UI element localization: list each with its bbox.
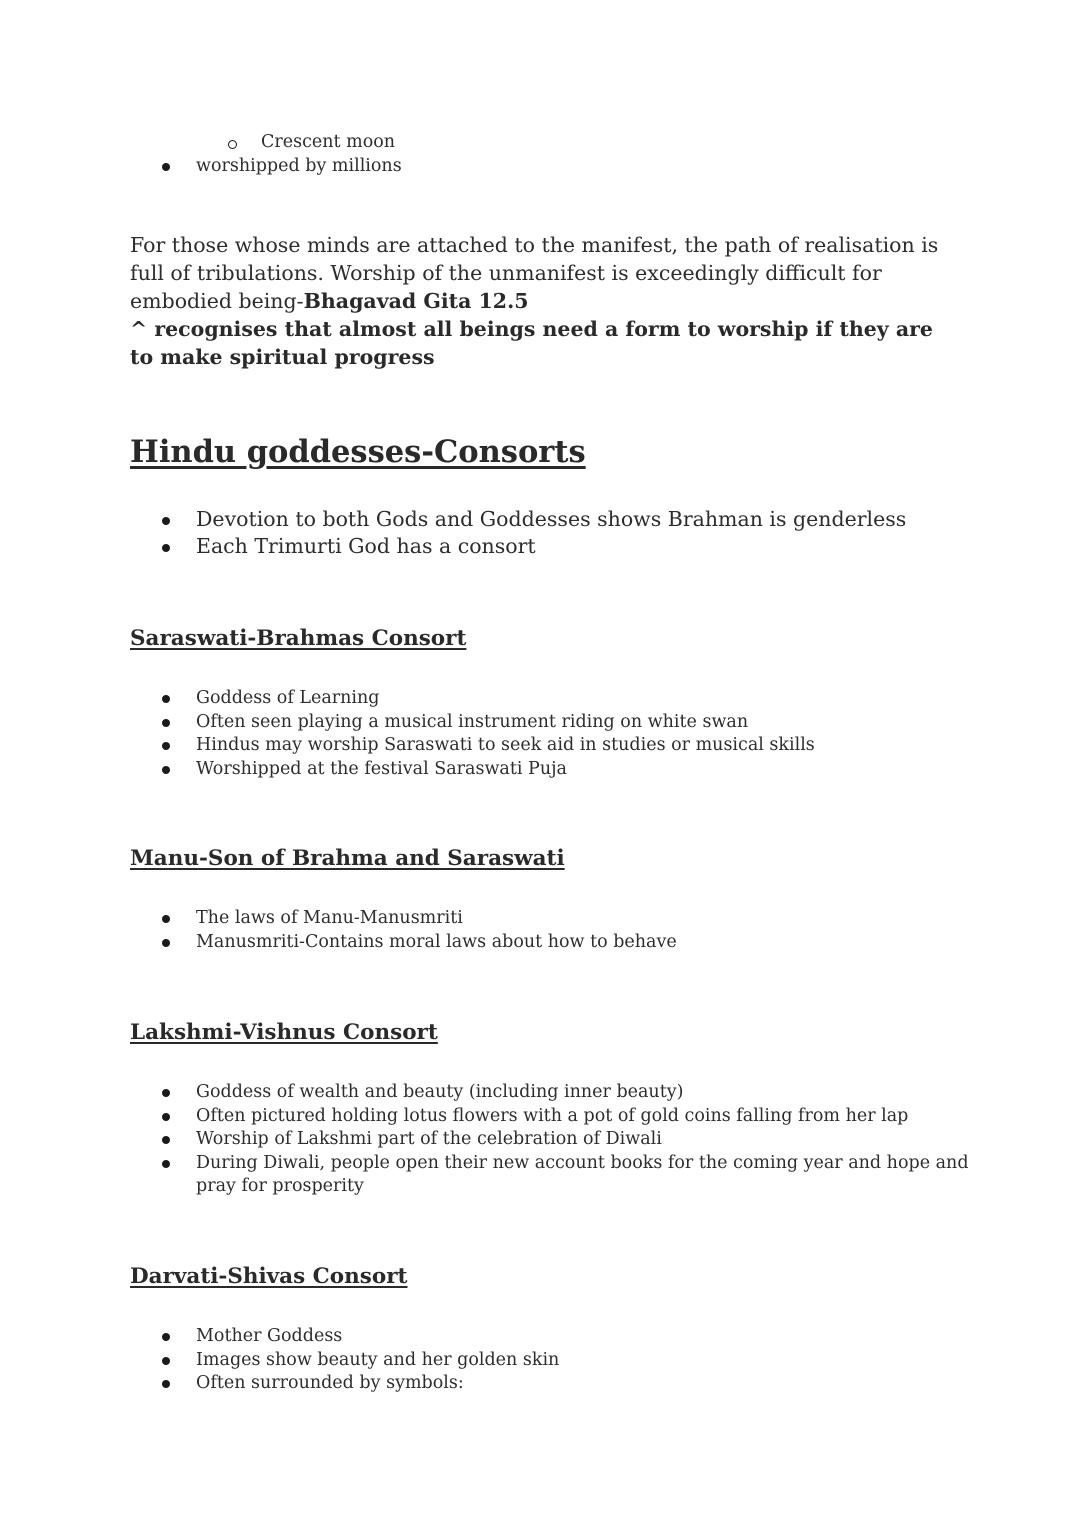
- list-item: Devotion to both Gods and Goddesses shows Brahman is genderless: [196, 507, 907, 531]
- section-heading: Hindu goddesses-Consorts: [130, 434, 586, 470]
- list-item: Mother Goddess: [196, 1326, 343, 1346]
- bullet-icon: [162, 517, 170, 525]
- subsection-heading: Darvati-Shivas Consort: [130, 1264, 408, 1289]
- subsection-heading: Saraswati-Brahmas Consort: [130, 626, 467, 651]
- list-item: worshipped by millions: [196, 156, 402, 176]
- bullet-icon: [162, 1160, 170, 1168]
- list-item: Goddess of wealth and beauty (including inner beauty): [196, 1082, 684, 1102]
- quote-source: Bhagavad Gita 12.5: [303, 289, 529, 313]
- bullet-icon: [162, 1136, 170, 1144]
- list-item: Often seen playing a musical instrument riding on white swan: [196, 712, 749, 732]
- list-item: Worship of Lakshmi part of the celebration of Diwali: [196, 1129, 662, 1149]
- bullet-icon: [162, 1333, 170, 1341]
- bullet-icon: [162, 742, 170, 750]
- list-item: Goddess of Learning: [196, 688, 380, 708]
- subsection-heading: Lakshmi-Vishnus Consort: [130, 1020, 438, 1045]
- bullet-icon: [162, 1380, 170, 1388]
- list-item: Manusmriti-Contains moral laws about how to behave: [196, 932, 677, 952]
- bullet-icon: [162, 939, 170, 947]
- open-bullet-icon: [228, 140, 237, 149]
- list-item: Often surrounded by symbols:: [196, 1373, 464, 1393]
- quote-paragraph: [130, 231, 960, 371]
- list-item: During Diwali, people open their new account books for the coming year and hope and: [196, 1153, 969, 1173]
- list-item-continuation: pray for prosperity: [196, 1176, 364, 1196]
- list-subitem: Crescent moon: [261, 132, 396, 152]
- list-item: The laws of Manu-Manusmriti: [196, 908, 463, 928]
- bullet-icon: [162, 163, 170, 171]
- list-item: Worshipped at the festival Saraswati Puja: [196, 759, 567, 779]
- bullet-icon: [162, 695, 170, 703]
- list-item: Hindus may worship Saraswati to seek aid in studies or musical skills: [196, 735, 815, 755]
- list-item: Each Trimurti God has a consort: [196, 534, 536, 558]
- subsection-heading: Manu-Son of Brahma and Saraswati: [130, 846, 565, 871]
- bullet-icon: [162, 766, 170, 774]
- list-item: Often pictured holding lotus flowers with a pot of gold coins falling from her lap: [196, 1106, 909, 1126]
- bullet-icon: [162, 1357, 170, 1365]
- bullet-icon: [162, 544, 170, 552]
- bullet-icon: [162, 915, 170, 923]
- list-item: Images show beauty and her golden skin: [196, 1350, 560, 1370]
- quote-note: ^ recognises that almost all beings need a form to worship if they are to make spiritual progress: [130, 317, 933, 369]
- bullet-icon: [162, 1113, 170, 1121]
- quote-text: For those whose minds are attached to the manifest, the path of realisation is full of tribulations. Worship of the unmanifest is exceedingly difficult for embodied being-: [130, 233, 939, 313]
- bullet-icon: [162, 1089, 170, 1097]
- bullet-icon: [162, 719, 170, 727]
